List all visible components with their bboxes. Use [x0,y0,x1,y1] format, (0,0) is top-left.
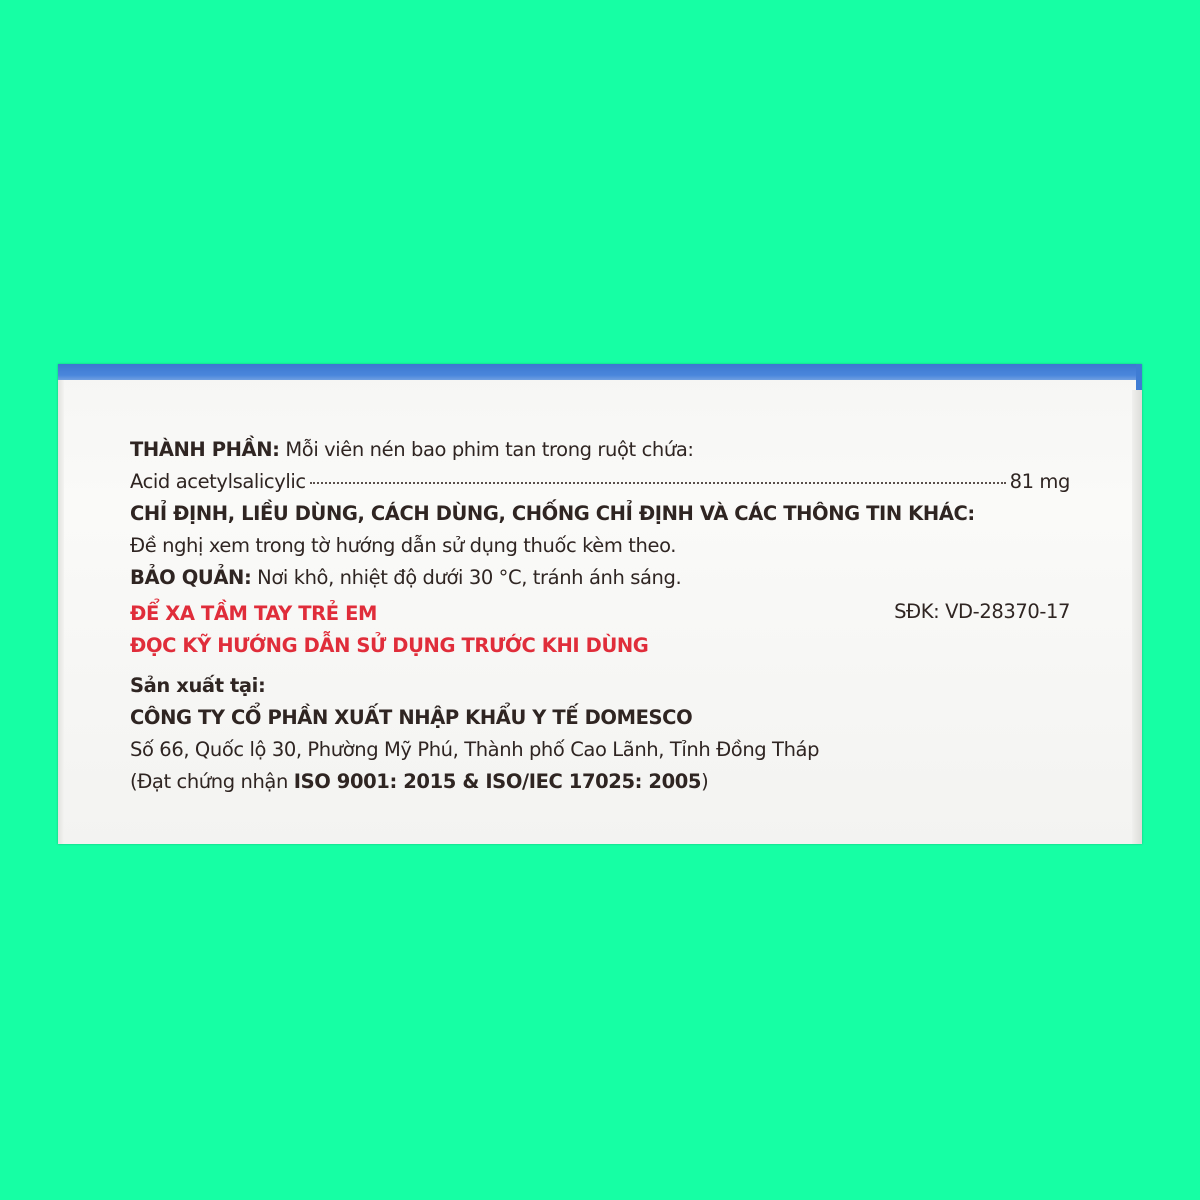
composition-line [130,438,694,461]
warning-read-instructions: ĐỌC KỸ HƯỚNG DẪN SỬ DỤNG TRƯỚC KHI DÙNG [130,634,649,657]
company-name: CÔNG TY CỔ PHẦN XUẤT NHẬP KHẨU Y TẾ DOMESCO [130,706,693,729]
box-blue-top-strip [58,364,1142,380]
manufactured-label: Sản xuất tại: [130,674,266,697]
composition-text: Mỗi viên nén bao phim tan trong ruột chứa: [285,438,694,461]
box-right-edge [1132,390,1142,844]
indications-text: Đề nghị xem trong tờ hướng dẫn sử dụng thuốc kèm theo. [130,534,677,557]
storage-label: BẢO QUẢN: [130,566,252,589]
cert-prefix: (Đạt chứng nhận [130,770,288,793]
storage-text: Nơi khô, nhiệt độ dưới 30 °C, tránh ánh sáng. [257,566,682,589]
ingredient-name: Acid acetylsalicylic [130,470,306,493]
medicine-box-side-panel [58,364,1142,844]
dot-leader [310,482,1006,484]
storage-line [130,566,681,589]
cert-suffix: ) [701,770,709,793]
ingredient-line [130,470,1070,493]
box-blue-corner [1136,364,1142,390]
certification-line [130,770,708,793]
cert-standards: ISO 9001: 2015 & ISO/IEC 17025: 2005 [293,770,702,793]
box-left-edge [58,380,64,844]
warning-children: ĐỂ XA TẦM TAY TRẺ EM [130,602,378,625]
company-address: Số 66, Quốc lộ 30, Phường Mỹ Phú, Thành phố Cao Lãnh, Tỉnh Đồng Tháp [130,738,820,761]
indications-heading: CHỈ ĐỊNH, LIỀU DÙNG, CÁCH DÙNG, CHỐNG CHỈ ĐỊNH VÀ CÁC THÔNG TIN KHÁC: [130,502,975,525]
ingredient-amount: 81 mg [1009,470,1070,493]
registration-number: SĐK: VD-28370-17 [894,600,1070,623]
composition-label: THÀNH PHẦN: [130,438,280,461]
